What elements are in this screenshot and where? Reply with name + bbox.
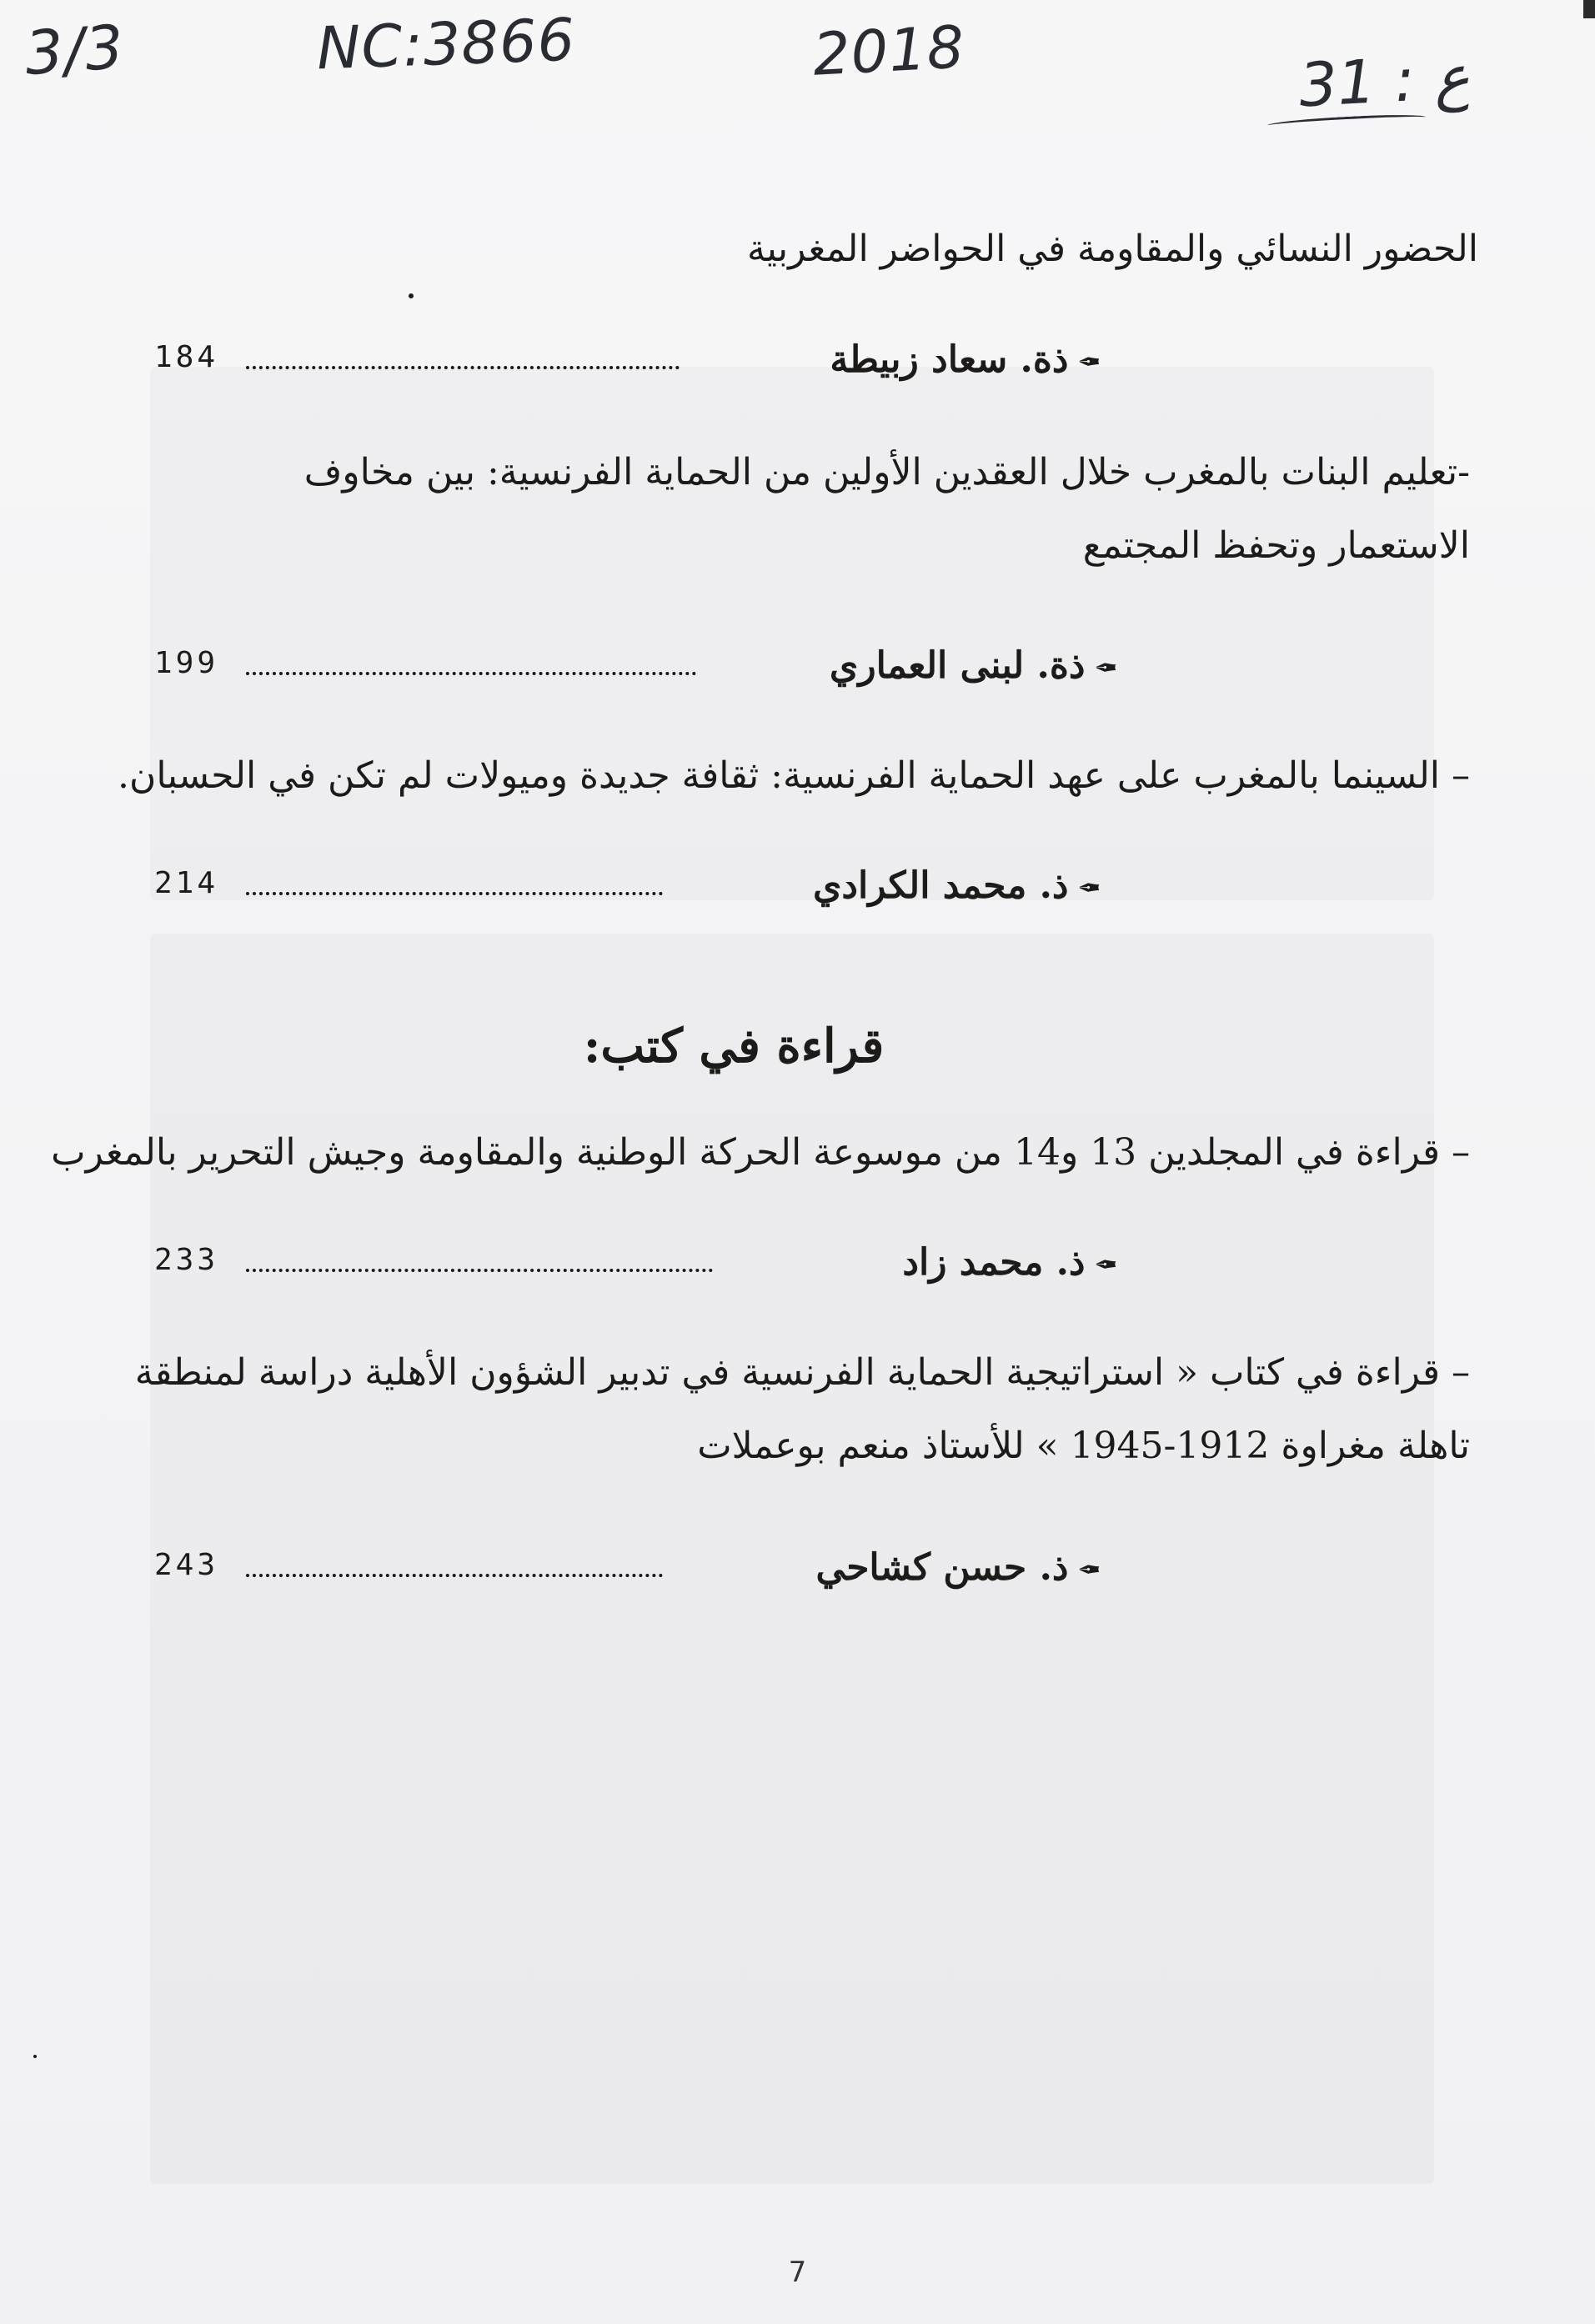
toc-page-number: 199: [154, 646, 219, 680]
toc-entry-title-line: – قراءة في المجلدين 13 و14 من موسوعة الحركة الوطنية والمقاومة وجيش التحرير بالمغرب: [51, 1131, 1470, 1174]
pen-icon: ✒: [1076, 346, 1101, 379]
toc-entry-title-line: تاهلة مغراوة 1912-1945 » للأستاذ منعم بوعملات: [697, 1425, 1470, 1467]
toc-entry-title-line: الحضور النسائي والمقاومة في الحواضر المغربية: [747, 228, 1478, 270]
toc-entry-author-row: [154, 627, 1417, 690]
handwritten-code: NC:3866: [315, 5, 577, 83]
handwritten-issue-number: ع : 31: [1297, 41, 1472, 121]
stray-dot: [409, 293, 414, 298]
toc-entry-title: [747, 218, 1478, 280]
pen-icon: ✒: [1093, 1249, 1117, 1282]
toc-entry-author-row: [154, 1224, 1417, 1287]
toc-entry-title: [135, 1342, 1470, 1477]
toc-author-name: ذة. لبنى العماري: [829, 644, 1086, 687]
dot-leader: [246, 669, 696, 675]
toc-entry-author-row: [154, 847, 1417, 910]
handwritten-fraction: 3/3: [23, 11, 127, 89]
toc-author: [830, 644, 1117, 687]
pen-icon: ✒: [1076, 872, 1101, 905]
dot-leader: [246, 1265, 713, 1272]
toc-author: [830, 338, 1101, 381]
toc-entry-title-line: – السينما بالمغرب على عهد الحماية الفرنسية: ثقافة جديدة وميولات لم تكن في الحسبان.: [118, 754, 1470, 797]
toc-author-name: ذ. محمد زاد: [902, 1241, 1086, 1284]
toc-entry-title: [118, 745, 1470, 807]
dot-leader: [246, 363, 680, 369]
dot-leader: [246, 889, 663, 895]
section-heading: قراءة في كتب:: [583, 1019, 885, 1074]
toc-author-name: ذ. حسن كشاحي: [815, 1546, 1069, 1589]
toc-author: [816, 1546, 1101, 1589]
toc-page-number: 184: [154, 340, 219, 374]
toc-page-number: 233: [154, 1243, 219, 1277]
toc-author-name: ذة. سعاد زبيطة: [830, 338, 1069, 381]
toc-entry-title-line: -تعليم البنات بالمغرب خلال العقدين الأولين من الحماية الفرنسية: بين مخاوف: [303, 451, 1470, 493]
toc-entry-title-line: – قراءة في كتاب « استراتيجية الحماية الفرنسية في تدبير الشؤون الأهلية دراسة لمنطقة: [134, 1351, 1470, 1394]
toc-entry-title-line: الاستعمار وتحفظ المجتمع: [1082, 524, 1470, 567]
toc-entry-author-row: [154, 321, 1417, 384]
toc-author-name: ذ. محمد الكرادي: [812, 864, 1069, 907]
toc-author: [813, 864, 1101, 907]
stray-dot: [33, 2055, 37, 2058]
pen-icon: ✒: [1093, 652, 1117, 685]
toc-page-number: 243: [154, 1548, 219, 1582]
toc-page-number: 214: [154, 866, 219, 900]
dot-leader: [246, 1570, 663, 1577]
toc-entry-title: [304, 442, 1470, 577]
handwritten-year: 2018: [810, 13, 967, 89]
scan-edge-mark: [1583, 0, 1595, 18]
toc-entry-title: [51, 1122, 1470, 1184]
footer-page-number: 7: [788, 2256, 807, 2289]
pen-icon: ✒: [1076, 1554, 1101, 1587]
toc-author: [902, 1241, 1117, 1284]
toc-entry-author-row: [154, 1529, 1417, 1592]
